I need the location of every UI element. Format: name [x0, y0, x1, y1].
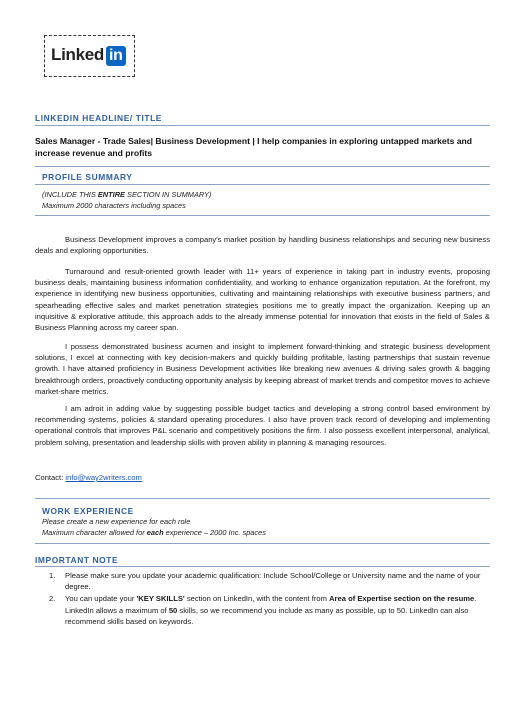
contact-line [35, 473, 142, 482]
headline-text: Sales Manager - Trade Sales| Business Development | I help companies in exploring untapped markets and increase revenue and profits [35, 136, 473, 158]
linkedin-logo-frame [44, 35, 135, 77]
note-item-1-text: Please make sure you update your academic qualification: Include School/College or University name and the name of your degree. [65, 571, 481, 592]
contact-email-link[interactable]: info@way2writers.com [65, 473, 142, 482]
work-experience-bottom-rule [35, 543, 490, 544]
headline-rule [35, 125, 490, 126]
note-item-2: 2. You can update your 'KEY SKILLS' section on LinkedIn, with the content from Area of Expertise section on the resume. LinkedIn allows a maximum of 50 skills, so we recommend you include as many as possible, up to 50. LinkedIn can also recommend skills based on keywords. [49, 594, 477, 626]
profile-summary-rule [35, 184, 490, 185]
contact-label: Contact: [35, 473, 66, 482]
headline-section-heading: LINKEDIN HEADLINE/ TITLE [35, 113, 162, 123]
note-item-1 [35, 570, 490, 592]
profile-summary-heading: PROFILE SUMMARY [42, 172, 133, 182]
important-note-list [35, 570, 490, 628]
important-note-rule [35, 566, 490, 567]
logo-in-badge: in [106, 46, 126, 66]
work-experience-top-rule [35, 498, 490, 499]
profile-summary-bottom-rule [35, 215, 490, 216]
work-experience-heading: WORK EXPERIENCE [42, 506, 134, 516]
summary-paragraph-4: I am adroit in adding value by suggesting possible budget tactics and developing a strong control based environment by recommending systems, policies & standard operating procedures. I also have proven track record of developing and implementing operational controls that improves P&L scenario and competitively positions the firm. I also possess excellent interpersonal, analytical, problem solving, presentation and leadership skills with proven ability in planning & managing resources. [35, 404, 490, 447]
headline-bottom-rule [35, 166, 490, 167]
important-note-heading: IMPORTANT NOTE [35, 555, 119, 565]
profile-summary-instruction: (INCLUDE THIS ENTIRE SECTION IN SUMMARY) [42, 190, 212, 199]
profile-summary-limit: Maximum 2000 characters including spaces [42, 201, 186, 210]
summary-paragraph-2: Turnaround and result-oriented growth leader with 11+ years of experience in taking part in industry events, proposing business deals, maintaining business information confidentiality, and working to enhance organization reputation. At the forefront, my experience in identifying new business opportunities, cultivating and maintaining relationships with executive business partners, and spearheading effective sales and market penetration strategies positions me to greatly impact the organization. Keeping up an inquisitive & explorative attitude, this approach adds to the already immense potential for innovation that exists in the field of Sales & Business Planning across my career span. [35, 267, 490, 333]
linkedin-logo [51, 45, 126, 66]
summary-paragraph-3: I possess demonstrated business acumen and insight to implement forward-thinking and strategic business development solutions, I excel at connecting with key decision-makers and quickly building profitable, lasting partnerships that sustain revenue growth. I have attained proficiency in Business Development activities like breaking new avenues & driving sales growth & bagging breakthrough orders, proactively conducting opportunity analysis by keeping abreast of market trends and competitor moves to achieve market-share metrics. [35, 342, 490, 396]
work-experience-line-2: Maximum character allowed for each experience – 2000 Inc. spaces [42, 528, 266, 537]
logo-wordmark: Linked [51, 45, 104, 64]
summary-paragraph-1: Business Development improves a company's market position by handling business relationships and securing new business deals and exploring opportunities. [35, 235, 490, 256]
note-item-1-number: 1. [49, 571, 56, 580]
work-experience-line-1: Please create a new experience for each role [42, 517, 191, 526]
note-item-2-number: 2. [49, 594, 56, 604]
